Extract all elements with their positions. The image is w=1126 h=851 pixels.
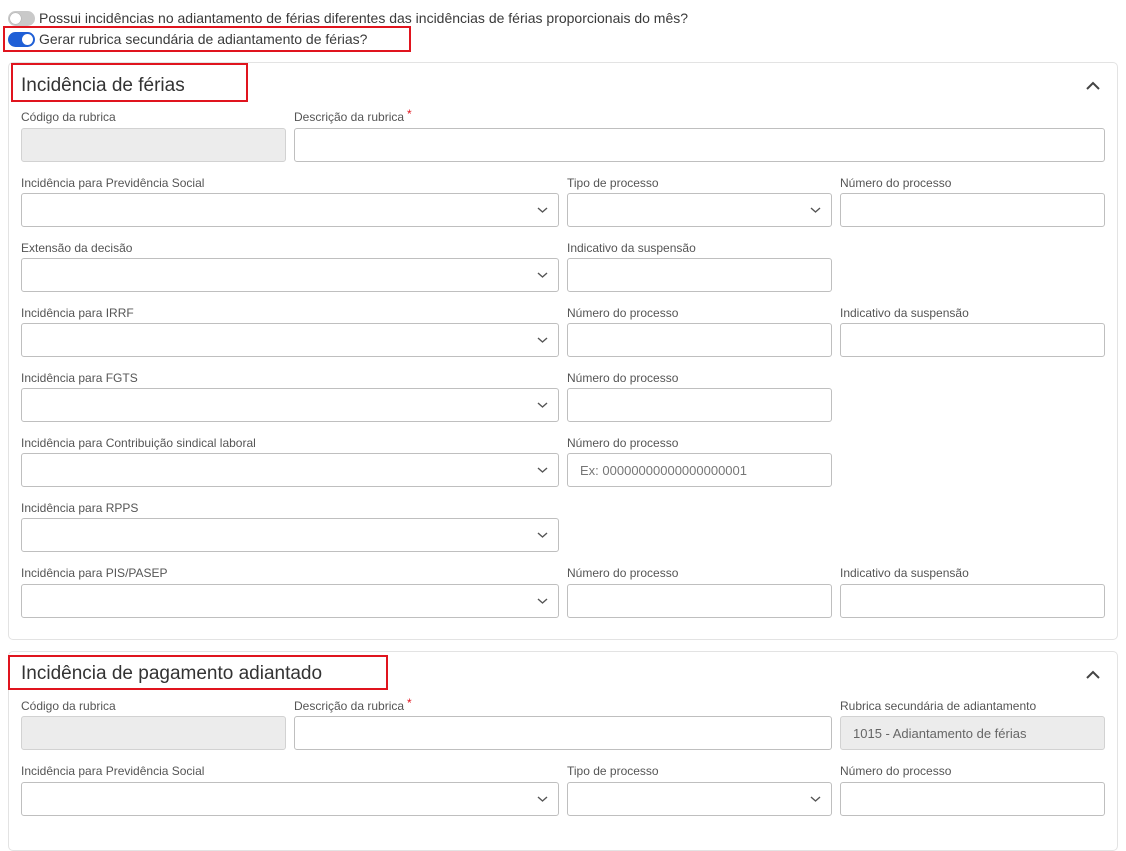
incidencias-diferentes-toggle[interactable] (8, 11, 35, 26)
chevron-down-icon (537, 466, 548, 474)
toggle-knob (10, 13, 21, 24)
indicativo-suspensao-pis-input[interactable] (840, 584, 1105, 618)
descricao-rubrica-text: Descrição da rubrica (294, 110, 405, 124)
numero-processo-pis-label: Número do processo (567, 566, 679, 580)
indicativo-suspensao-label: Indicativo da suspensão (567, 241, 696, 255)
section-title: Incidência de férias (21, 75, 185, 96)
numero-processo-label: Número do processo (840, 176, 952, 190)
chevron-down-icon (537, 271, 548, 279)
rubrica-secundaria-field (840, 716, 1105, 750)
chevron-down-icon (537, 401, 548, 409)
incidencia-ferias-card (8, 62, 1118, 640)
indicativo-suspensao-irrf-label: Indicativo da suspensão (840, 306, 969, 320)
required-mark: * (407, 696, 412, 710)
chevron-down-icon (537, 336, 548, 344)
numero-processo-sindical-label: Número do processo (567, 436, 679, 450)
chevron-down-icon (537, 795, 548, 803)
pis-pasep-select[interactable] (21, 584, 559, 618)
toggle-incidencias-diferentes-row (8, 8, 688, 28)
descricao-rubrica-text: Descrição da rubrica (294, 699, 405, 713)
numero-processo-input[interactable] (840, 193, 1105, 227)
rubrica-secundaria-label: Rubrica secundária de adiantamento (840, 699, 1037, 713)
rpps-select[interactable] (21, 518, 559, 552)
extensao-decisao-select[interactable] (21, 258, 559, 292)
chevron-down-icon (537, 531, 548, 539)
tipo-processo-label: Tipo de processo (567, 176, 659, 190)
toggle-knob (22, 34, 33, 45)
chevron-down-icon (810, 795, 821, 803)
codigo-rubrica-field (21, 716, 286, 750)
numero-processo-label: Número do processo (840, 764, 952, 778)
incidencia-pagamento-adiantado-card (8, 651, 1118, 851)
rubrica-secundaria-value: 1015 - Adiantamento de férias (853, 726, 1027, 741)
gerar-rubrica-label: Gerar rubrica secundária de adiantamento de férias? (39, 31, 368, 47)
descricao-rubrica-input[interactable] (294, 128, 1105, 162)
numero-processo-input[interactable] (840, 782, 1105, 816)
chevron-down-icon (537, 206, 548, 214)
prev-social-select[interactable] (21, 782, 559, 816)
required-mark: * (407, 107, 412, 121)
tipo-processo-label: Tipo de processo (567, 764, 659, 778)
contribuicao-sindical-label: Incidência para Contribuição sindical laboral (21, 436, 256, 450)
codigo-rubrica-label: Código da rubrica (21, 110, 116, 124)
numero-processo-irrf-input[interactable] (567, 323, 832, 357)
prev-social-label: Incidência para Previdência Social (21, 176, 205, 190)
tipo-processo-select[interactable] (567, 782, 832, 816)
chevron-up-icon[interactable] (1085, 670, 1101, 680)
indicativo-suspensao-irrf-input[interactable] (840, 323, 1105, 357)
descricao-rubrica-label (294, 107, 412, 124)
rpps-label: Incidência para RPPS (21, 501, 139, 515)
chevron-down-icon (537, 597, 548, 605)
gerar-rubrica-toggle[interactable] (8, 32, 35, 47)
numero-processo-irrf-label: Número do processo (567, 306, 679, 320)
pis-pasep-label: Incidência para PIS/PASEP (21, 566, 168, 580)
incidencias-diferentes-label: Possui incidências no adiantamento de férias diferentes das incidências de férias proporcionais do mês? (39, 10, 689, 26)
chevron-up-icon[interactable] (1085, 81, 1101, 91)
numero-processo-pis-input[interactable] (567, 584, 832, 618)
numero-processo-sindical-input[interactable] (567, 453, 832, 487)
fgts-select[interactable] (21, 388, 559, 422)
prev-social-select[interactable] (21, 193, 559, 227)
indicativo-suspensao-input[interactable] (567, 258, 832, 292)
section-title: Incidência de pagamento adiantado (21, 663, 323, 684)
prev-social-label: Incidência para Previdência Social (21, 764, 205, 778)
codigo-rubrica-label: Código da rubrica (21, 699, 116, 713)
extensao-decisao-label: Extensão da decisão (21, 241, 133, 255)
fgts-label: Incidência para FGTS (21, 371, 138, 385)
numero-processo-fgts-label: Número do processo (567, 371, 679, 385)
codigo-rubrica-field (21, 128, 286, 162)
descricao-rubrica-label (294, 696, 412, 713)
contribuicao-sindical-select[interactable] (21, 453, 559, 487)
tipo-processo-select[interactable] (567, 193, 832, 227)
irrf-select[interactable] (21, 323, 559, 357)
descricao-rubrica-input[interactable] (294, 716, 832, 750)
indicativo-suspensao-pis-label: Indicativo da suspensão (840, 566, 969, 580)
numero-processo-fgts-input[interactable] (567, 388, 832, 422)
chevron-down-icon (810, 206, 821, 214)
irrf-label: Incidência para IRRF (21, 306, 134, 320)
toggle-gerar-rubrica-row (8, 29, 367, 49)
